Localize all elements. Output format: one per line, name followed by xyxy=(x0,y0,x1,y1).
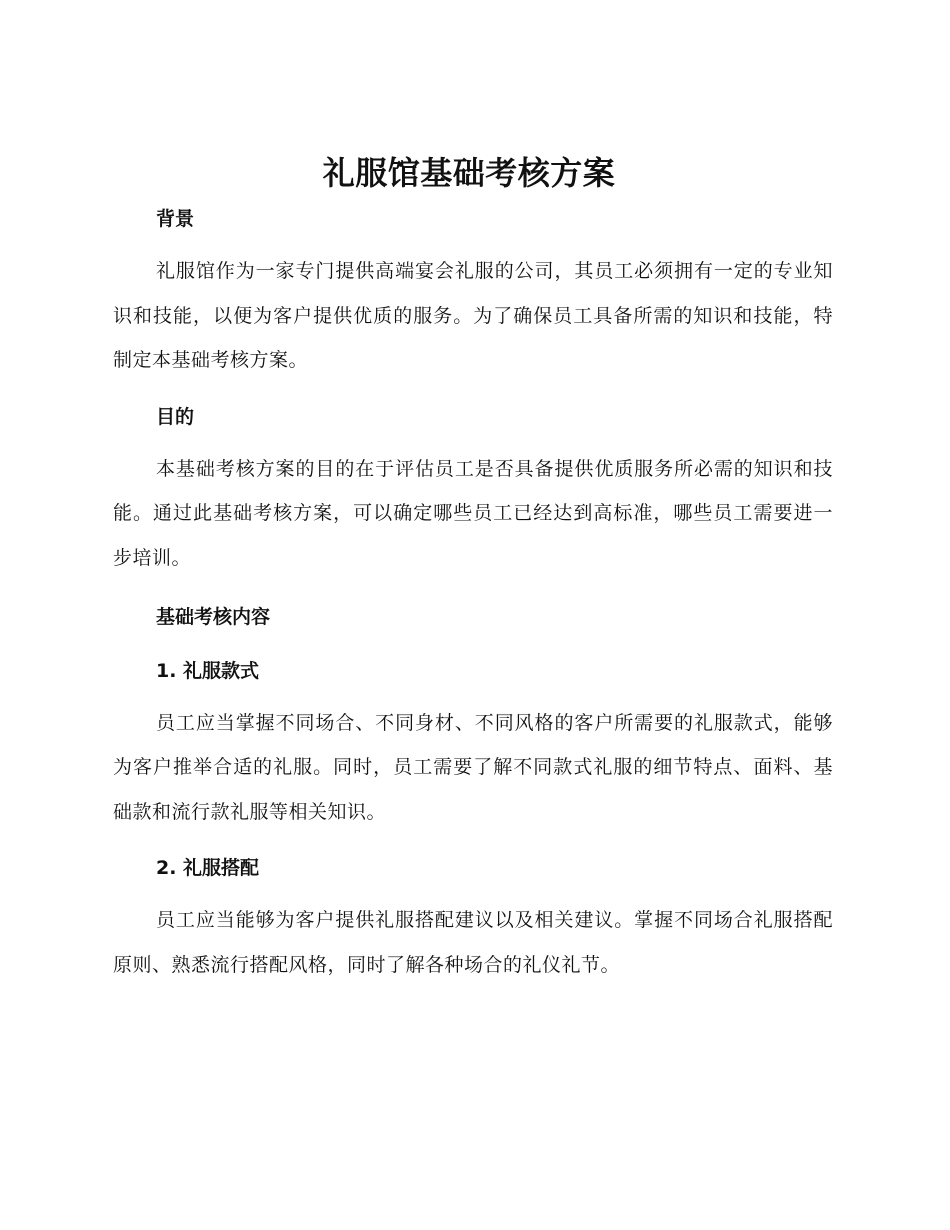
subsection-heading-dress-style: 1. 礼服款式 xyxy=(156,659,260,682)
document-title: 礼服馆基础考核方案 xyxy=(322,154,616,192)
section-body-purpose: 本基础考核方案的目的在于评估员工是否具备提供优质服务所必需的知识和技能。通过此基础考核方案，可以确定哪些员工已经达到高标准，哪些员工需要进一步培训。 xyxy=(113,457,833,569)
section-body-background: 礼服馆作为一家专门提供高端宴会礼服的公司，其员工必须拥有一定的专业知识和技能，以便为客户提供优质的服务。为了确保员工具备所需的知识和技能，特制定本基础考核方案。 xyxy=(113,260,833,372)
document-page xyxy=(113,150,833,988)
section-heading-assessment-content: 基础考核内容 xyxy=(156,605,271,628)
section-heading-background: 背景 xyxy=(156,208,195,230)
section-heading-purpose: 目的 xyxy=(156,405,195,428)
subsection-body-dress-style: 员工应当掌握不同场合、不同身材、不同风格的客户所需要的礼服款式，能够为客户推举合适的礼服。同时，员工需要了解不同款式礼服的细节特点、面料、基础款和流行款礼服等相关知识。 xyxy=(113,711,833,823)
subsection-body-dress-matching: 员工应当能够为客户提供礼服搭配建议以及相关建议。掌握不同场合礼服搭配原则、熟悉流行搭配风格，同时了解各种场合的礼仪礼节。 xyxy=(113,909,833,976)
subsection-heading-dress-matching: 2. 礼服搭配 xyxy=(156,857,260,880)
